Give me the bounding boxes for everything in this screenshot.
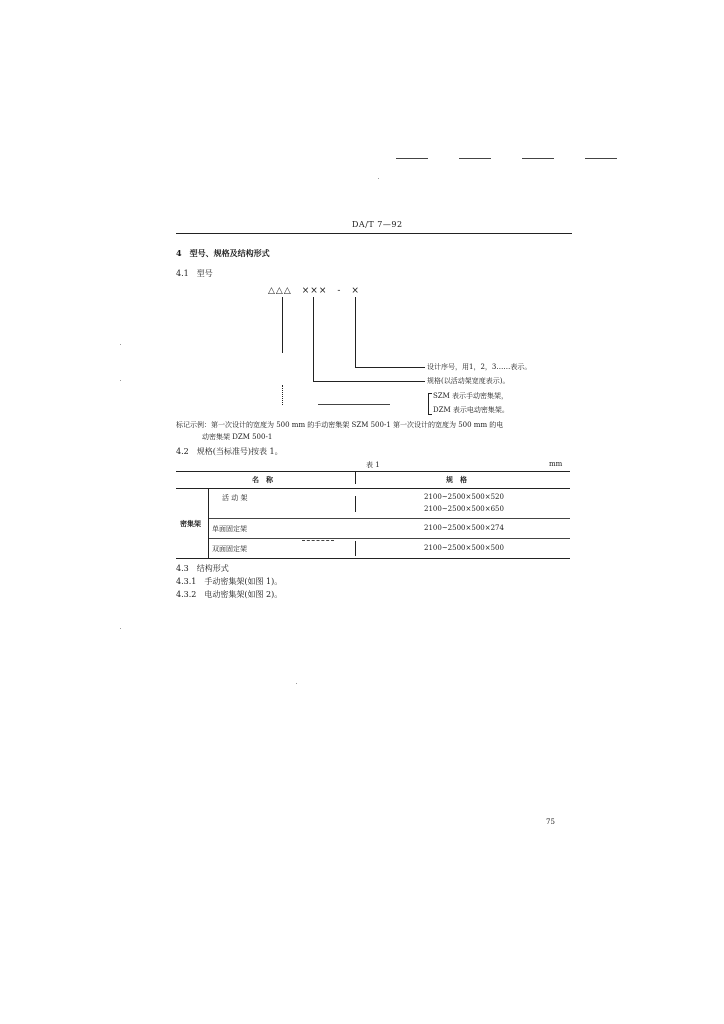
header-rule: [176, 233, 572, 234]
item-4-3-2: 4.3.2 电动密集架(如图 2)。: [176, 590, 283, 599]
table-header-spec: 规 格: [446, 475, 467, 484]
table-unit: mm: [549, 460, 563, 468]
scan-mark: [396, 158, 428, 159]
scan-speck: [120, 628, 121, 629]
leader-line-type-dotted: [282, 385, 283, 405]
standard-code: DA/T 7—92: [352, 220, 403, 229]
table-row-rule: [208, 518, 570, 519]
table-caption: 表 1: [366, 461, 380, 469]
leader-line-type: [282, 297, 283, 353]
table-header-rule: [176, 488, 570, 489]
annotation-szm: SZM 表示手动密集架，: [433, 392, 509, 400]
table-bottom-rule: [176, 558, 570, 559]
page-number: 75: [546, 818, 555, 826]
scan-speck: [378, 178, 379, 179]
table-header-name: 名 称: [252, 475, 273, 484]
table-cell-spec: 2100~2500×500×500: [424, 544, 504, 552]
scan-mark: [459, 158, 491, 159]
leader-line-design-h: [355, 367, 425, 368]
scan-mark: [522, 158, 554, 159]
type-bracket-bottom: [428, 414, 432, 415]
table-col-rule: [355, 541, 356, 556]
subsection-4-2: 4.2 规格(当标准号)按表 1。: [176, 447, 283, 456]
scan-speck: [120, 344, 121, 345]
table-top-rule: [176, 471, 570, 472]
table-group-label: 密集架: [180, 519, 201, 528]
leader-line-spec-h: [313, 381, 425, 382]
table-cell-spec: 2100~2500×500×520: [424, 493, 504, 501]
model-code: △△△ ××× - ×: [268, 286, 360, 296]
table-col-rule: [355, 471, 356, 484]
scan-speck: [120, 380, 121, 381]
type-bracket-top: [428, 393, 432, 394]
scan-speck: [296, 683, 297, 684]
table-cell-spec: 2100~2500×500×650: [424, 505, 504, 513]
table-cell-name: 活 动 架: [222, 494, 248, 502]
table-col-rule: [355, 496, 356, 512]
table-cell-name: 双面固定架: [212, 545, 247, 553]
annotation-dzm: DZM 表示电动密集架。: [433, 406, 509, 414]
leader-line-design: [355, 297, 356, 367]
annotation-design-no: 设计序号，用1，2，3……表示。: [427, 363, 532, 371]
scan-dash: [302, 540, 334, 541]
subsection-4-3: 4.3 结构形式: [176, 564, 229, 573]
item-4-3-1: 4.3.1 手动密集架(如图 1)。: [176, 577, 283, 586]
scan-mark: [585, 158, 617, 159]
type-bracket: [428, 393, 429, 414]
table-cell-spec: 2100~2500×500×274: [424, 524, 504, 532]
leader-line-type-h: [318, 404, 390, 405]
marking-example-line1: 标记示例：第一次设计的宽度为 500 mm 的手动密集架 SZM 500-1 第一次设计的宽度为 500 mm 的电: [176, 421, 504, 429]
table-cell-name: 单面固定架: [212, 525, 247, 533]
table-row-rule: [208, 538, 570, 539]
section-4-heading: 4 型号、规格及结构形式: [176, 248, 270, 258]
marking-example-line2: 动密集架 DZM 500-1: [202, 433, 273, 441]
leader-line-spec: [313, 297, 314, 381]
annotation-spec: 规格(以活动架宽度表示)。: [427, 377, 510, 385]
subsection-4-1: 4.1 型号: [176, 269, 213, 278]
table-col-rule: [208, 488, 209, 558]
